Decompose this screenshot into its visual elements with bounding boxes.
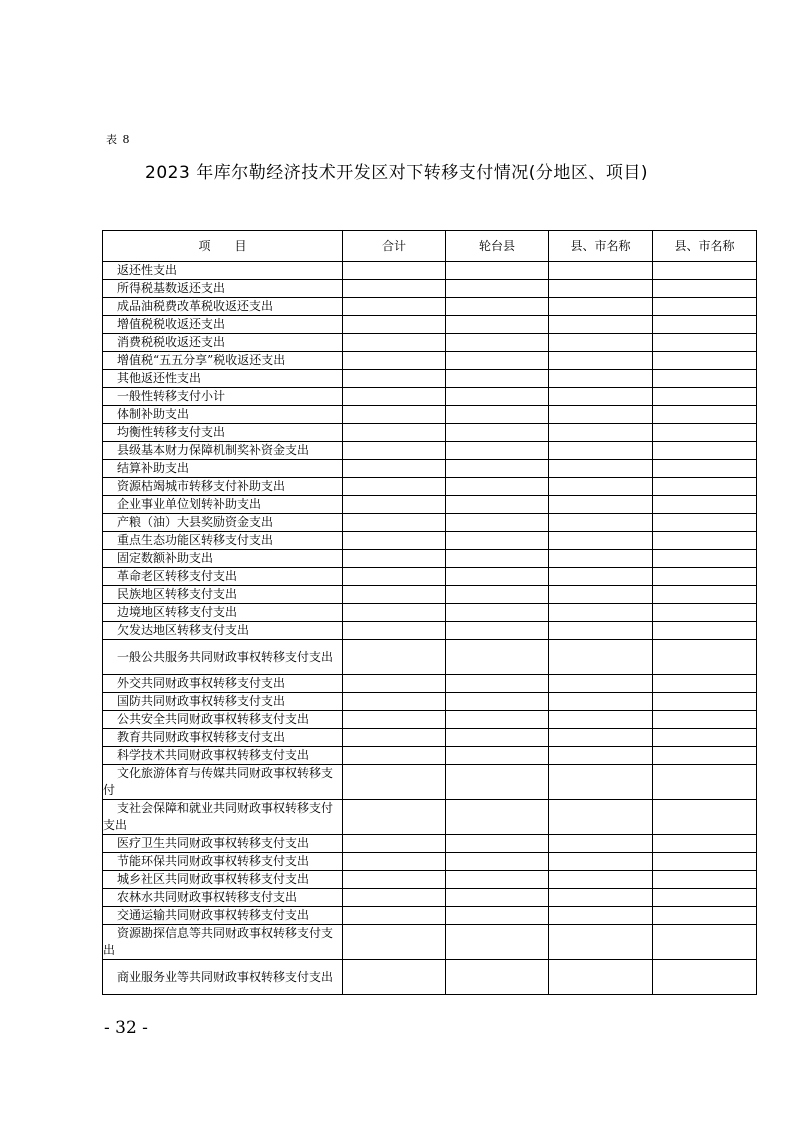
total-cell — [343, 835, 446, 853]
item-cell — [103, 765, 343, 800]
total-cell — [343, 352, 446, 370]
total-cell — [343, 532, 446, 550]
item-cell — [103, 925, 343, 960]
item-label: 一般性转移支付小计 — [117, 389, 226, 403]
county-name-cell-2 — [653, 460, 757, 478]
luntai-cell — [446, 262, 549, 280]
item-cell — [103, 711, 343, 729]
item-label: 革命老区转移支付支出 — [117, 569, 238, 583]
total-cell — [343, 298, 446, 316]
item-label: 边境地区转移支付支出 — [117, 605, 238, 619]
item-label: 消费税税收返还支出 — [117, 335, 226, 349]
total-cell — [343, 316, 446, 334]
item-label: 欠发达地区转移支付支出 — [117, 623, 250, 637]
item-label: 医疗卫生共同财政事权转移支付支出 — [117, 836, 310, 850]
table-number: 表 8 — [106, 133, 131, 146]
total-cell — [343, 370, 446, 388]
column-header-item: 项 目 — [103, 231, 343, 262]
table-row — [103, 514, 757, 532]
county-name-cell-2 — [653, 262, 757, 280]
item-label: 城乡社区共同财政事权转移支付支出 — [117, 872, 310, 886]
county-name-cell-2 — [653, 907, 757, 925]
county-name-cell-1 — [549, 478, 653, 496]
county-name-cell-2 — [653, 316, 757, 334]
item-cell — [103, 853, 343, 871]
total-cell — [343, 586, 446, 604]
luntai-cell — [446, 352, 549, 370]
county-name-cell-1 — [549, 424, 653, 442]
item-label: 国防共同财政事权转移支付支出 — [117, 694, 286, 708]
luntai-cell — [446, 316, 549, 334]
county-name-cell-2 — [653, 334, 757, 352]
page-number: - 32 - — [104, 1018, 148, 1038]
item-label: 重点生态功能区转移支付支出 — [117, 533, 274, 547]
item-cell — [103, 262, 343, 280]
luntai-cell — [446, 907, 549, 925]
total-cell — [343, 334, 446, 352]
county-name-cell-1 — [549, 765, 653, 800]
luntai-cell — [446, 853, 549, 871]
luntai-cell — [446, 693, 549, 711]
table-row — [103, 460, 757, 478]
total-cell — [343, 675, 446, 693]
item-label: 体制补助支出 — [117, 407, 190, 421]
county-name-cell-1 — [549, 280, 653, 298]
item-cell — [103, 478, 343, 496]
table-row — [103, 675, 757, 693]
county-name-cell-1 — [549, 729, 653, 747]
county-name-cell-2 — [653, 800, 757, 835]
county-name-cell-1 — [549, 800, 653, 835]
item-cell — [103, 960, 343, 995]
total-cell — [343, 460, 446, 478]
county-name-cell-2 — [653, 496, 757, 514]
county-name-cell-1 — [549, 889, 653, 907]
item-label: 资源枯竭城市转移支付补助支出 — [117, 479, 286, 493]
item-label: 教育共同财政事权转移支付支出 — [117, 730, 286, 744]
item-label: 固定数额补助支出 — [117, 551, 214, 565]
county-name-cell-1 — [549, 871, 653, 889]
total-cell — [343, 693, 446, 711]
luntai-cell — [446, 388, 549, 406]
luntai-cell — [446, 889, 549, 907]
luntai-cell — [446, 442, 549, 460]
luntai-cell — [446, 460, 549, 478]
county-name-cell-1 — [549, 907, 653, 925]
luntai-cell — [446, 370, 549, 388]
item-cell — [103, 460, 343, 478]
item-cell — [103, 550, 343, 568]
county-name-cell-1 — [549, 747, 653, 765]
luntai-cell — [446, 550, 549, 568]
item-label: 一般公共服务共同财政事权转移支付支出 — [117, 649, 334, 664]
county-name-cell-1 — [549, 298, 653, 316]
item-cell — [103, 604, 343, 622]
total-cell — [343, 853, 446, 871]
luntai-cell — [446, 622, 549, 640]
county-name-cell-2 — [653, 514, 757, 532]
county-name-cell-2 — [653, 640, 757, 675]
table-row — [103, 586, 757, 604]
table-row — [103, 568, 757, 586]
county-name-cell-1 — [549, 604, 653, 622]
county-name-cell-2 — [653, 960, 757, 995]
total-cell — [343, 568, 446, 586]
county-name-cell-1 — [549, 370, 653, 388]
item-cell — [103, 568, 343, 586]
table-row — [103, 871, 757, 889]
luntai-cell — [446, 747, 549, 765]
total-cell — [343, 514, 446, 532]
table-row — [103, 800, 757, 835]
county-name-cell-1 — [549, 622, 653, 640]
table-row — [103, 729, 757, 747]
table-row — [103, 604, 757, 622]
item-cell — [103, 280, 343, 298]
table-body — [103, 262, 757, 995]
document-title: 2023 年库尔勒经济技术开发区对下转移支付情况(分地区、项目) — [145, 163, 648, 183]
column-header-county-name-1: 县、市名称 — [549, 231, 653, 262]
item-cell — [103, 316, 343, 334]
total-cell — [343, 925, 446, 960]
item-label: 所得税基数返还支出 — [117, 281, 226, 295]
county-name-cell-1 — [549, 693, 653, 711]
table-row — [103, 442, 757, 460]
table-row — [103, 925, 757, 960]
county-name-cell-1 — [549, 460, 653, 478]
county-name-cell-2 — [653, 370, 757, 388]
luntai-cell — [446, 496, 549, 514]
luntai-cell — [446, 424, 549, 442]
luntai-cell — [446, 675, 549, 693]
table-row — [103, 765, 757, 800]
table-row — [103, 907, 757, 925]
item-cell — [103, 747, 343, 765]
total-cell — [343, 550, 446, 568]
total-cell — [343, 622, 446, 640]
column-header-total: 合计 — [343, 231, 446, 262]
total-cell — [343, 640, 446, 675]
table-row — [103, 352, 757, 370]
item-label: 科学技术共同财政事权转移支付支出 — [117, 748, 310, 762]
total-cell — [343, 747, 446, 765]
total-cell — [343, 262, 446, 280]
county-name-cell-1 — [549, 352, 653, 370]
county-name-cell-1 — [549, 925, 653, 960]
item-label: 增值税“五五分享”税收返还支出 — [117, 353, 286, 367]
county-name-cell-2 — [653, 925, 757, 960]
luntai-cell — [446, 514, 549, 532]
table-row — [103, 835, 757, 853]
item-cell — [103, 298, 343, 316]
item-label: 其他返还性支出 — [117, 371, 202, 385]
table-row — [103, 960, 757, 995]
luntai-cell — [446, 298, 549, 316]
table-row — [103, 889, 757, 907]
item-label: 成品油税费改革税收返还支出 — [117, 299, 274, 313]
county-name-cell-2 — [653, 835, 757, 853]
luntai-cell — [446, 604, 549, 622]
total-cell — [343, 478, 446, 496]
county-name-cell-1 — [549, 640, 653, 675]
table-row — [103, 550, 757, 568]
table-row — [103, 711, 757, 729]
item-cell — [103, 675, 343, 693]
item-label: 交通运输共同财政事权转移支付支出 — [117, 908, 310, 922]
column-header-county-name-2: 县、市名称 — [653, 231, 757, 262]
table-row — [103, 388, 757, 406]
item-label: 企业事业单位划转补助支出 — [117, 497, 262, 511]
item-label: 节能环保共同财政事权转移支付支出 — [117, 854, 310, 868]
county-name-cell-1 — [549, 960, 653, 995]
item-label: 资源勘探信息等共同财政事权转移支付支出 — [103, 926, 334, 957]
table-row — [103, 532, 757, 550]
item-label: 外交共同财政事权转移支付支出 — [117, 676, 286, 690]
table-row — [103, 478, 757, 496]
county-name-cell-2 — [653, 550, 757, 568]
table-row — [103, 693, 757, 711]
county-name-cell-2 — [653, 675, 757, 693]
item-cell — [103, 586, 343, 604]
item-label: 产粮（油）大县奖励资金支出 — [117, 515, 274, 529]
county-name-cell-1 — [549, 496, 653, 514]
item-label: 返还性支出 — [117, 263, 178, 277]
total-cell — [343, 604, 446, 622]
county-name-cell-2 — [653, 280, 757, 298]
luntai-cell — [446, 334, 549, 352]
county-name-cell-1 — [549, 586, 653, 604]
item-cell — [103, 907, 343, 925]
county-name-cell-2 — [653, 352, 757, 370]
county-name-cell-2 — [653, 406, 757, 424]
item-cell — [103, 406, 343, 424]
total-cell — [343, 765, 446, 800]
item-label: 结算补助支出 — [117, 461, 190, 475]
item-label: 县级基本财力保障机制奖补资金支出 — [117, 443, 310, 457]
table-row — [103, 370, 757, 388]
item-cell — [103, 388, 343, 406]
luntai-cell — [446, 586, 549, 604]
item-cell — [103, 622, 343, 640]
item-cell — [103, 871, 343, 889]
item-label: 商业服务业等共同财政事权转移支付支出 — [117, 969, 334, 984]
item-cell — [103, 442, 343, 460]
total-cell — [343, 871, 446, 889]
total-cell — [343, 406, 446, 424]
county-name-cell-2 — [653, 478, 757, 496]
county-name-cell-2 — [653, 693, 757, 711]
luntai-cell — [446, 478, 549, 496]
county-name-cell-1 — [549, 316, 653, 334]
county-name-cell-1 — [549, 532, 653, 550]
item-cell — [103, 835, 343, 853]
item-label: 农林水共同财政事权转移支付支出 — [117, 890, 298, 904]
item-cell — [103, 370, 343, 388]
table-row — [103, 280, 757, 298]
table-row — [103, 747, 757, 765]
county-name-cell-2 — [653, 298, 757, 316]
table-row — [103, 640, 757, 675]
county-name-cell-2 — [653, 568, 757, 586]
item-cell — [103, 889, 343, 907]
table-row — [103, 424, 757, 442]
table-row — [103, 496, 757, 514]
luntai-cell — [446, 729, 549, 747]
county-name-cell-1 — [549, 853, 653, 871]
total-cell — [343, 729, 446, 747]
item-cell — [103, 334, 343, 352]
county-name-cell-2 — [653, 889, 757, 907]
total-cell — [343, 889, 446, 907]
luntai-cell — [446, 568, 549, 586]
county-name-cell-1 — [549, 568, 653, 586]
item-cell — [103, 424, 343, 442]
item-cell — [103, 640, 343, 675]
table-header-row — [103, 231, 757, 262]
county-name-cell-2 — [653, 604, 757, 622]
luntai-cell — [446, 711, 549, 729]
luntai-cell — [446, 800, 549, 835]
total-cell — [343, 280, 446, 298]
county-name-cell-1 — [549, 388, 653, 406]
county-name-cell-2 — [653, 532, 757, 550]
luntai-cell — [446, 835, 549, 853]
county-name-cell-2 — [653, 424, 757, 442]
county-name-cell-2 — [653, 711, 757, 729]
total-cell — [343, 424, 446, 442]
county-name-cell-1 — [549, 442, 653, 460]
item-label: 民族地区转移支付支出 — [117, 587, 238, 601]
total-cell — [343, 442, 446, 460]
luntai-cell — [446, 960, 549, 995]
item-label: 公共安全共同财政事权转移支付支出 — [117, 712, 310, 726]
county-name-cell-2 — [653, 442, 757, 460]
county-name-cell-1 — [549, 711, 653, 729]
table-row — [103, 262, 757, 280]
county-name-cell-1 — [549, 262, 653, 280]
table-row — [103, 334, 757, 352]
item-cell — [103, 729, 343, 747]
item-cell — [103, 532, 343, 550]
county-name-cell-1 — [549, 675, 653, 693]
county-name-cell-1 — [549, 406, 653, 424]
county-name-cell-1 — [549, 835, 653, 853]
item-cell — [103, 496, 343, 514]
luntai-cell — [446, 871, 549, 889]
item-label: 均衡性转移支付支出 — [117, 425, 226, 439]
county-name-cell-2 — [653, 729, 757, 747]
item-label: 支社会保障和就业共同财政事权转移支付支出 — [103, 801, 334, 832]
table-row — [103, 298, 757, 316]
luntai-cell — [446, 925, 549, 960]
column-header-luntai: 轮台县 — [446, 231, 549, 262]
item-cell — [103, 693, 343, 711]
item-cell — [103, 352, 343, 370]
table-row — [103, 853, 757, 871]
total-cell — [343, 907, 446, 925]
county-name-cell-1 — [549, 550, 653, 568]
county-name-cell-2 — [653, 747, 757, 765]
item-cell — [103, 800, 343, 835]
transfer-payment-table — [102, 230, 757, 995]
total-cell — [343, 496, 446, 514]
luntai-cell — [446, 765, 549, 800]
county-name-cell-1 — [549, 334, 653, 352]
county-name-cell-2 — [653, 853, 757, 871]
item-label: 增值税税收返还支出 — [117, 317, 226, 331]
total-cell — [343, 711, 446, 729]
luntai-cell — [446, 406, 549, 424]
table-row — [103, 316, 757, 334]
item-cell — [103, 514, 343, 532]
county-name-cell-2 — [653, 586, 757, 604]
total-cell — [343, 800, 446, 835]
county-name-cell-2 — [653, 871, 757, 889]
table-row — [103, 622, 757, 640]
county-name-cell-2 — [653, 765, 757, 800]
county-name-cell-2 — [653, 622, 757, 640]
total-cell — [343, 388, 446, 406]
item-label: 文化旅游体育与传媒共同财政事权转移支付 — [103, 766, 334, 797]
table-row — [103, 406, 757, 424]
county-name-cell-1 — [549, 514, 653, 532]
luntai-cell — [446, 280, 549, 298]
county-name-cell-2 — [653, 388, 757, 406]
luntai-cell — [446, 532, 549, 550]
luntai-cell — [446, 640, 549, 675]
total-cell — [343, 960, 446, 995]
